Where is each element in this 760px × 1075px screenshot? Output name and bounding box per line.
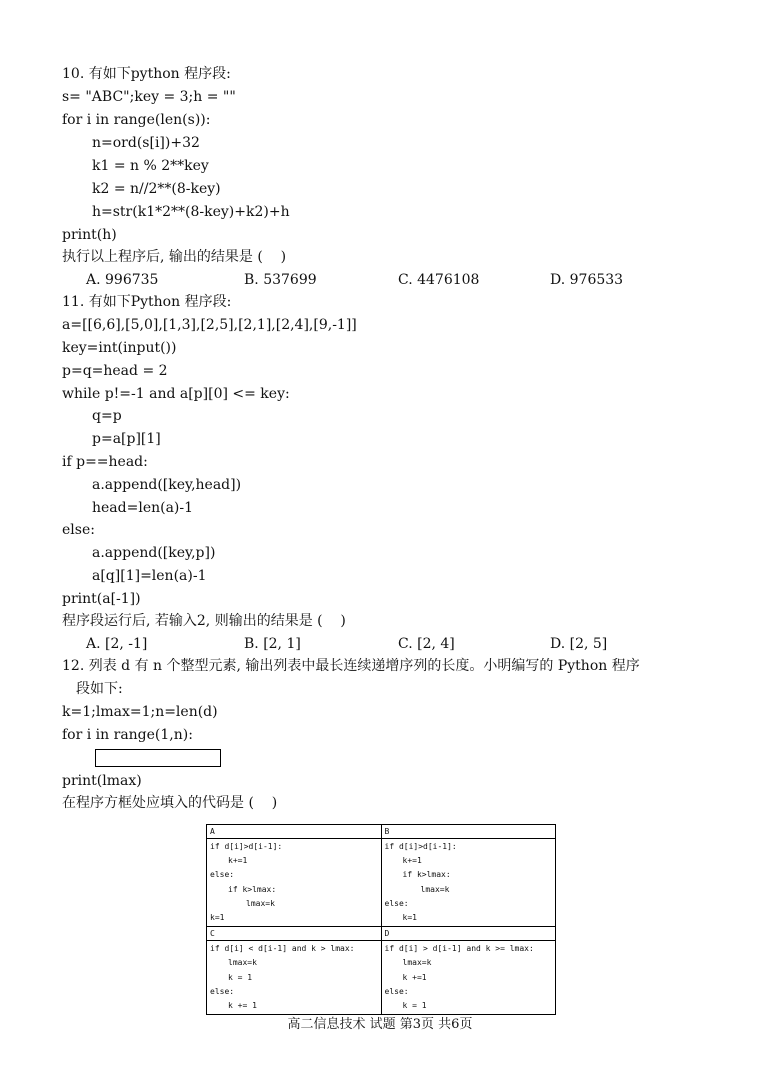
option-a: A. [2, -1]	[86, 636, 148, 652]
option-d: D. 976533	[550, 272, 624, 288]
code-line: k+=1	[228, 856, 248, 866]
choice-b-code	[381, 839, 556, 927]
code-line: q=p	[92, 408, 122, 424]
choice-b-label: B	[381, 825, 556, 839]
code-line: lmax=k	[246, 898, 275, 908]
option-a: A. 996735	[86, 272, 159, 288]
choice-a-label: A	[207, 825, 382, 839]
choice-c-code	[207, 941, 382, 1015]
option-c: C. [2, 4]	[398, 636, 455, 652]
option-c: C. 4476108	[398, 272, 480, 288]
code-line: if p==head:	[62, 454, 148, 470]
code-line: k += 1	[228, 1000, 257, 1010]
q10-options	[86, 270, 726, 290]
code-line: if k>lmax:	[402, 870, 451, 880]
code-line: lmax=k	[228, 958, 257, 968]
code-line: else:	[384, 898, 409, 908]
code-line: s= "ABC";key = 3;h = ""	[62, 89, 236, 105]
code-blank-box	[95, 749, 221, 767]
code-line: k +=1	[402, 972, 427, 982]
code-line: a.append([key,p])	[92, 545, 216, 561]
code-line: for i in range(len(s)):	[62, 112, 211, 128]
option-b: B. 537699	[244, 272, 317, 288]
q11-question: 程序段运行后, 若输入2, 则输出的结果是 ( )	[62, 613, 346, 629]
code-line: a=[[6,6],[5,0],[1,3],[2,5],[2,1],[2,4],[9,-1]]	[62, 317, 357, 333]
code-line: else:	[384, 986, 409, 996]
code-line: if d[i] > d[i-1] and k >= lmax:	[384, 944, 534, 954]
code-line: print(a[-1])	[62, 591, 141, 607]
code-line: a[q][1]=len(a)-1	[92, 568, 207, 584]
code-line: if d[i]>d[i-1]:	[384, 842, 457, 851]
code-line: p=q=head = 2	[62, 363, 168, 379]
code-line: a.append([key,head])	[92, 477, 242, 493]
q11-stem: 11. 有如下Python 程序段:	[62, 294, 232, 310]
code-line: k=1	[210, 912, 225, 922]
code-line: else:	[62, 522, 95, 538]
code-line: else:	[210, 986, 235, 996]
q12-stem: 12. 列表 d 有 n 个整型元素, 输出列表中最长连续递增序列的长度。小明编写的 Python 程序	[62, 658, 640, 674]
code-line: n=ord(s[i])+32	[92, 135, 200, 151]
code-line: for i in range(1,n):	[62, 727, 193, 743]
choice-d-code	[381, 941, 556, 1015]
code-line: k = 1	[228, 972, 253, 982]
code-line: print(lmax)	[62, 773, 142, 789]
code-line: k=1;lmax=1;n=len(d)	[62, 704, 218, 720]
code-line: head=len(a)-1	[92, 500, 194, 516]
code-line: print(h)	[62, 227, 117, 243]
code-line: key=int(input())	[62, 340, 177, 356]
q10-question: 执行以上程序后, 输出的结果是 ( )	[62, 249, 287, 265]
code-line: h=str(k1*2**(8-key)+k2)+h	[92, 204, 290, 220]
choice-d-label: D	[381, 927, 556, 941]
q12-question: 在程序方框处应填入的代码是 ( )	[62, 795, 278, 811]
code-line: k2 = n//2**(8-key)	[92, 181, 221, 197]
code-line: k1 = n % 2**key	[92, 158, 209, 174]
code-line: p=a[p][1]	[92, 431, 161, 447]
option-d: D. [2, 5]	[550, 636, 608, 652]
code-line: if d[i]>d[i-1]:	[210, 842, 283, 851]
code-line: lmax=k	[402, 958, 432, 968]
choice-a-code	[207, 839, 382, 927]
option-b: B. [2, 1]	[244, 636, 301, 652]
code-line: while p!=-1 and a[p][0] <= key:	[62, 386, 290, 402]
code-line: if d[i] < d[i-1] and k > lmax:	[210, 944, 355, 954]
code-line: k+=1	[402, 856, 422, 866]
choice-c-label: C	[207, 927, 382, 941]
q12-stem-continued: 段如下:	[76, 681, 123, 697]
code-line: k=1	[402, 912, 417, 922]
code-line: else:	[210, 870, 235, 880]
answer-choices-table	[206, 824, 556, 1015]
q11-options	[86, 634, 726, 654]
q10-stem: 10. 有如下python 程序段:	[62, 66, 231, 82]
code-line: lmax=k	[420, 884, 450, 894]
code-line: if k>lmax:	[228, 884, 277, 894]
code-line: k = 1	[402, 1000, 427, 1010]
page-footer: 高二信息技术 试题 第3页 共6页	[287, 1017, 473, 1032]
